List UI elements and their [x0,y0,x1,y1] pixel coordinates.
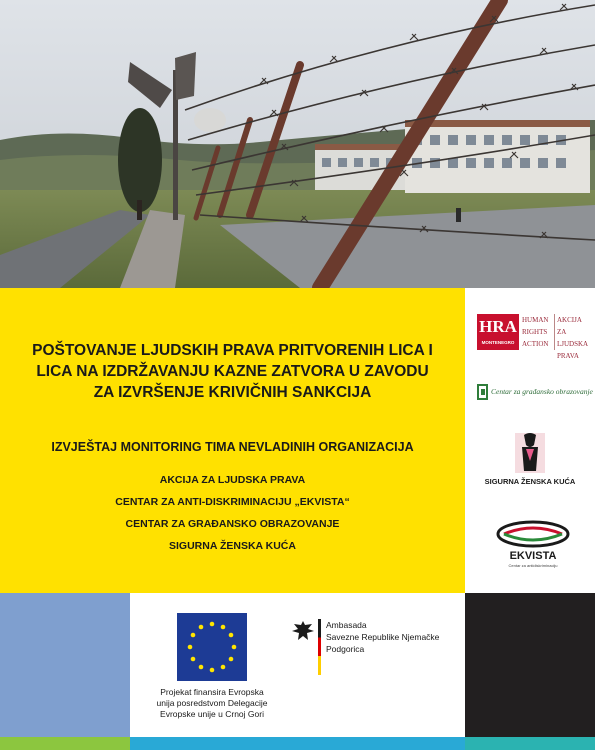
szk-logo [480,431,580,487]
szk-text: SIGURNA ŽENSKA KUĆA [484,477,576,486]
hra-text: RIGHTS [522,328,548,336]
eu-caption-line: unija posredstvom Delegacije [156,698,268,708]
hra-mark: HRA [479,317,517,336]
organization-item: SIGURNA ŽENSKA KUĆA [169,540,296,552]
eu-caption-line: Projekat finansira Evropska [160,687,264,697]
cgo-mark-icon [477,383,489,401]
color-block [0,593,130,737]
embassy-line: Savezne Republike Njemačke [326,632,440,642]
hra-text: HUMAN [522,316,549,324]
title-line: LICA NA IZDRŽAVANJU KAZNE ZATVORA U ZAVODU [36,363,429,380]
eu-flag-icon [177,613,247,681]
cgo-logo [477,383,592,403]
hra-text: AKCIJA ZA [557,316,582,336]
title-panel [0,288,465,593]
organization-item: CENTAR ZA GRAĐANSKO OBRAZOVANJE [125,518,340,530]
embassy-line: Ambasada [326,620,367,630]
color-block [465,593,595,737]
embassy-caption [326,619,466,655]
report-subtitle: IZVJEŠTAJ MONITORING TIMA NEVLADINIH ORGANIZACIJA [51,440,414,454]
color-strip [0,737,130,750]
eagle-icon [290,619,316,643]
report-title [20,340,445,403]
ekvista-sub: Centar za antidiskriminaciju [508,563,558,568]
partner-logos [465,288,595,593]
szk-figure-icon [480,431,580,475]
ekvista-logo [493,520,573,570]
title-line: POŠTOVANJE LJUDSKIH PRAVA PRITVORENIH LICA I [32,342,433,359]
eu-caption-line: Evropske unije u Crnoj Gori [160,709,264,719]
color-strip [130,737,465,750]
organization-item: CENTAR ZA ANTI-DISKRIMINACIJU „EKVISTA“ [115,496,350,508]
organization-item: AKCIJA ZA LJUDSKA PRAVA [159,474,306,486]
title-line: ZA IZVRŠENJE KRIVIČNIH SANKCIJA [93,384,372,401]
hra-text: PRAVA [557,352,579,360]
hra-text: LJUDSKA [557,340,589,348]
embassy-line: Podgorica [326,644,365,654]
eu-caption [152,687,272,720]
german-flag-stripe [318,619,321,675]
hra-text: ACTION [522,340,549,348]
funding-area [130,593,465,737]
cgo-text: Centar za građansko obrazovanje [491,387,593,396]
ekvista-text: EKVISTA [509,550,557,562]
color-strip [465,737,595,750]
hra-logo [477,314,589,360]
hra-small: MONTENEGRO [481,340,515,345]
ekvista-mark-icon [496,520,570,548]
cover-photo [0,0,595,288]
